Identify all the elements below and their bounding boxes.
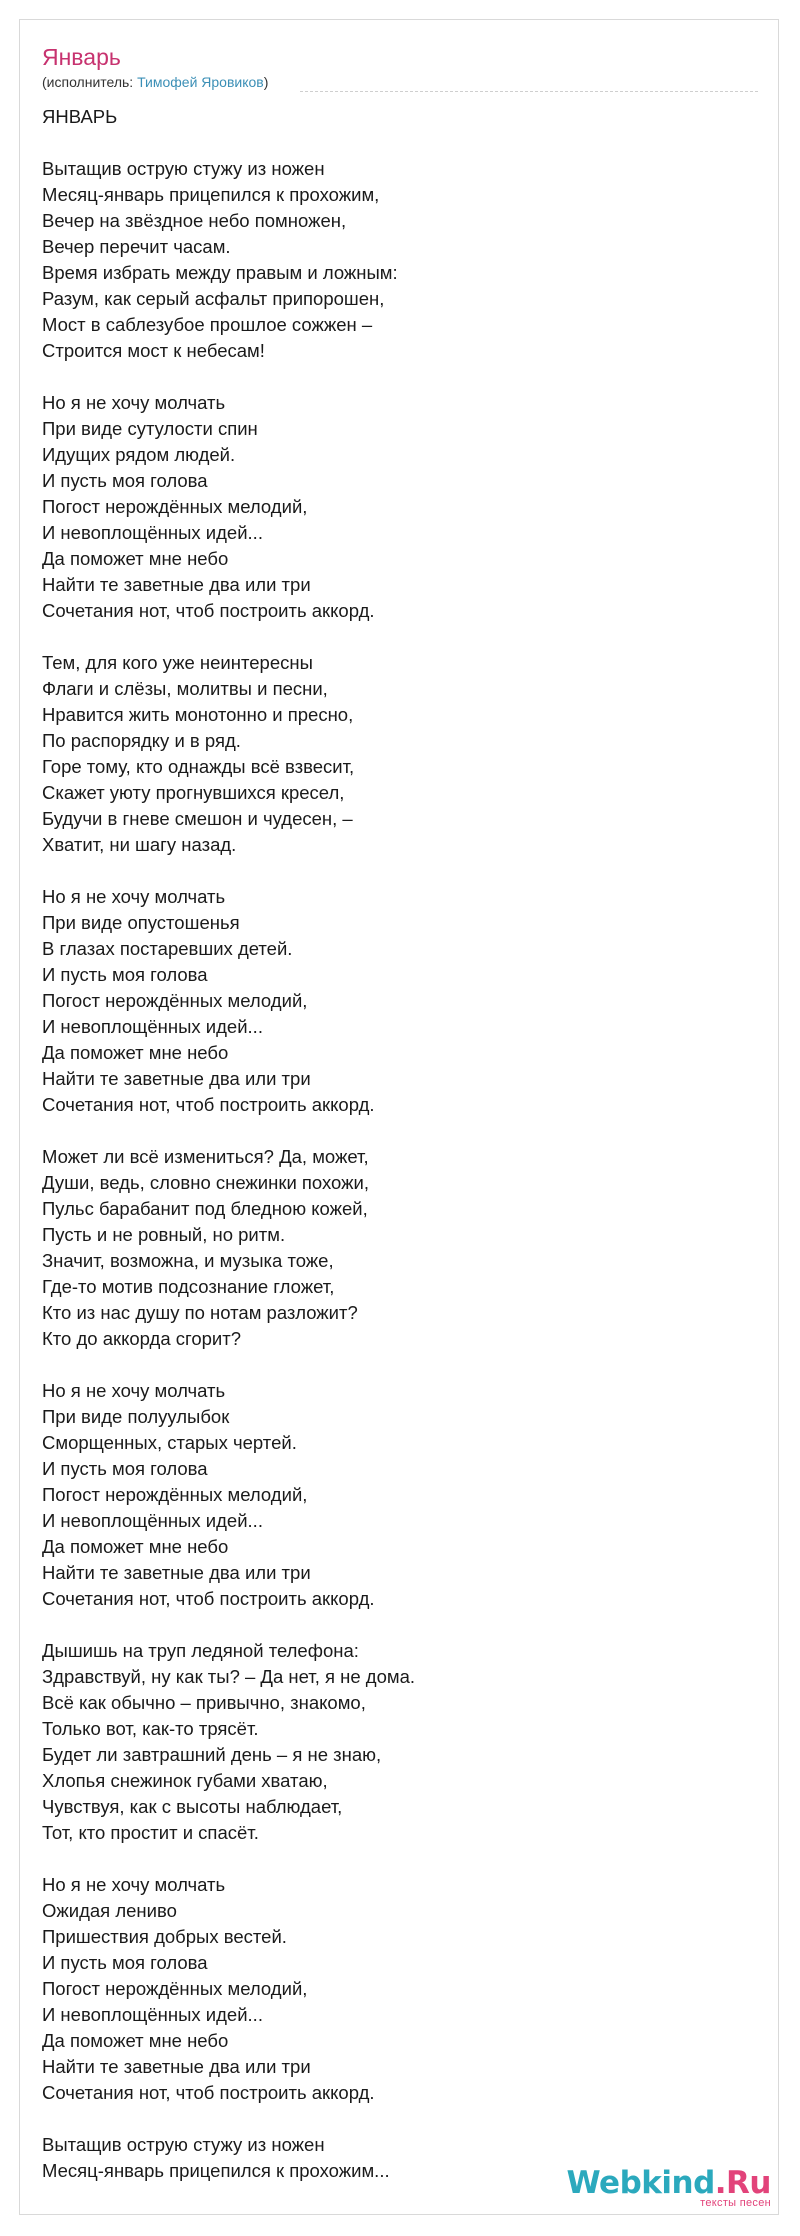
lyric-line: Погост нерождённых мелодий, <box>42 1978 308 1999</box>
stanza-break <box>42 858 742 884</box>
lyric-line: Где-то мотив подсознание гложет, <box>42 1276 335 1297</box>
lyric-line: Но я не хочу молчать <box>42 1874 226 1895</box>
lyric-line: Всё как обычно – привычно, знакомо, <box>42 1692 366 1713</box>
lyric-line: Пусть и не ровный, но ритм. <box>42 1224 286 1245</box>
lyric-line: Да поможет мне небо <box>42 1536 229 1557</box>
lyric-line: И пусть моя голова <box>42 470 208 491</box>
lyric-line: Души, ведь, словно снежинки похожи, <box>42 1172 369 1193</box>
lyric-line: Кто до аккорда сгорит? <box>42 1328 242 1349</box>
lyric-line: Да поможет мне небо <box>42 2030 229 2051</box>
lyric-line: И пусть моя голова <box>42 1458 208 1479</box>
lyric-line: И невоплощённых идей... <box>42 522 263 543</box>
lyric-line: Только вот, как-то трясёт. <box>42 1718 259 1739</box>
stanza-break <box>42 1118 742 1144</box>
stanza-break <box>42 130 742 156</box>
logo-tagline: тексты песен <box>700 2197 771 2209</box>
logo-ru-text: .Ru <box>714 2165 771 2201</box>
lyric-line: Кто из нас душу по нотам разложит? <box>42 1302 358 1323</box>
lyric-line: Идущих рядом людей. <box>42 444 236 465</box>
lyric-line: И невоплощённых идей... <box>42 2004 263 2025</box>
stanza-break <box>42 1846 742 1872</box>
lyric-line: Сочетания нот, чтоб построить аккорд. <box>42 1094 375 1115</box>
lyric-line: Тем, для кого уже неинтересны <box>42 652 313 673</box>
artist-prefix: (исполнитель: <box>42 74 138 90</box>
lyric-line: Мост в саблезубое прошлое сожжен – <box>42 314 373 335</box>
lyric-line: Значит, возможна, и музыка тоже, <box>42 1250 334 1271</box>
lyric-line: ЯНВАРЬ <box>42 106 118 127</box>
lyrics-block <box>42 104 742 2184</box>
lyric-line: И пусть моя голова <box>42 964 208 985</box>
stanza-break <box>42 1612 742 1638</box>
title-divider <box>300 91 758 92</box>
lyric-line: И невоплощённых идей... <box>42 1510 263 1531</box>
lyric-line: Погост нерождённых мелодий, <box>42 990 308 1011</box>
lyric-line: Горе тому, кто однажды всё взвесит, <box>42 756 355 777</box>
lyric-line: Месяц-январь прицепился к прохожим... <box>42 2160 390 2181</box>
lyric-line: Сочетания нот, чтоб построить аккорд. <box>42 600 375 621</box>
lyric-line: Тот, кто простит и спасёт. <box>42 1822 259 1843</box>
lyric-line: Хватит, ни шагу назад. <box>42 834 237 855</box>
song-title: Январь <box>42 44 121 70</box>
lyric-line: Найти те заветные два или три <box>42 2056 311 2077</box>
lyric-line: Время избрать между правым и ложным: <box>42 262 398 283</box>
lyric-line: Будучи в гневе смешон и чудесен, – <box>42 808 353 829</box>
lyric-line: Но я не хочу молчать <box>42 1380 226 1401</box>
lyric-line: При виде опустошенья <box>42 912 240 933</box>
lyric-line: Нравится жить монотонно и пресно, <box>42 704 354 725</box>
lyric-line: В глазах постаревших детей. <box>42 938 293 959</box>
artist-suffix: ) <box>263 74 269 90</box>
stanza-break <box>42 2106 742 2132</box>
logo-wordmark <box>566 2166 771 2200</box>
lyric-line: При виде сутулости спин <box>42 418 258 439</box>
lyric-line: Найти те заветные два или три <box>42 1068 311 1089</box>
lyric-line: Пульс барабанит под бледною кожей, <box>42 1198 368 1219</box>
logo-web-text: Webkind <box>566 2165 715 2201</box>
stanza-break <box>42 364 742 390</box>
lyric-line: Сморщенных, старых чертей. <box>42 1432 297 1453</box>
lyric-line: Дышишь на труп ледяной телефона: <box>42 1640 359 1661</box>
lyric-line: Но я не хочу молчать <box>42 392 226 413</box>
lyric-line: Разум, как серый асфальт припорошен, <box>42 288 385 309</box>
lyric-line: Может ли всё измениться? Да, может, <box>42 1146 369 1167</box>
lyric-line: Пришествия добрых вестей. <box>42 1926 287 1947</box>
lyric-line: Ожидая лениво <box>42 1900 177 1921</box>
lyric-line: Будет ли завтрашний день – я не знаю, <box>42 1744 382 1765</box>
lyric-line: Да поможет мне небо <box>42 1042 229 1063</box>
lyric-line: И невоплощённых идей... <box>42 1016 263 1037</box>
artist-link[interactable]: Тимофей Яровиков <box>137 74 264 90</box>
lyric-line: При виде полуулыбок <box>42 1406 230 1427</box>
lyric-line: Хлопья снежинок губами хватаю, <box>42 1770 328 1791</box>
lyric-line: Но я не хочу молчать <box>42 886 226 907</box>
stanza-break <box>42 1352 742 1378</box>
lyric-line: Чувствуя, как с высоты наблюдает, <box>42 1796 343 1817</box>
lyric-line: Сочетания нот, чтоб построить аккорд. <box>42 2082 375 2103</box>
lyric-line: Погост нерождённых мелодий, <box>42 1484 308 1505</box>
lyric-line: Погост нерождённых мелодий, <box>42 496 308 517</box>
lyric-line: Сочетания нот, чтоб построить аккорд. <box>42 1588 375 1609</box>
lyric-line: И пусть моя голова <box>42 1952 208 1973</box>
lyric-line: Найти те заветные два или три <box>42 1562 311 1583</box>
webkind-logo[interactable] <box>566 2166 771 2209</box>
stanza-break <box>42 624 742 650</box>
lyric-line: Месяц-январь прицепился к прохожим, <box>42 184 380 205</box>
lyric-line: Вечер перечит часам. <box>42 236 231 257</box>
lyric-line: Вытащив острую стужу из ножен <box>42 158 325 179</box>
lyric-line: Флаги и слёзы, молитвы и песни, <box>42 678 328 699</box>
artist-line <box>42 73 268 91</box>
lyric-line: Строится мост к небесам! <box>42 340 265 361</box>
lyric-line: По распорядку и в ряд. <box>42 730 241 751</box>
lyric-line: Вытащив острую стужу из ножен <box>42 2134 325 2155</box>
lyric-line: Вечер на звёздное небо помножен, <box>42 210 347 231</box>
lyric-line: Здравствуй, ну как ты? – Да нет, я не дома. <box>42 1666 416 1687</box>
lyric-line: Найти те заветные два или три <box>42 574 311 595</box>
lyric-line: Да поможет мне небо <box>42 548 229 569</box>
lyric-line: Скажет уюту прогнувшихся кресел, <box>42 782 345 803</box>
